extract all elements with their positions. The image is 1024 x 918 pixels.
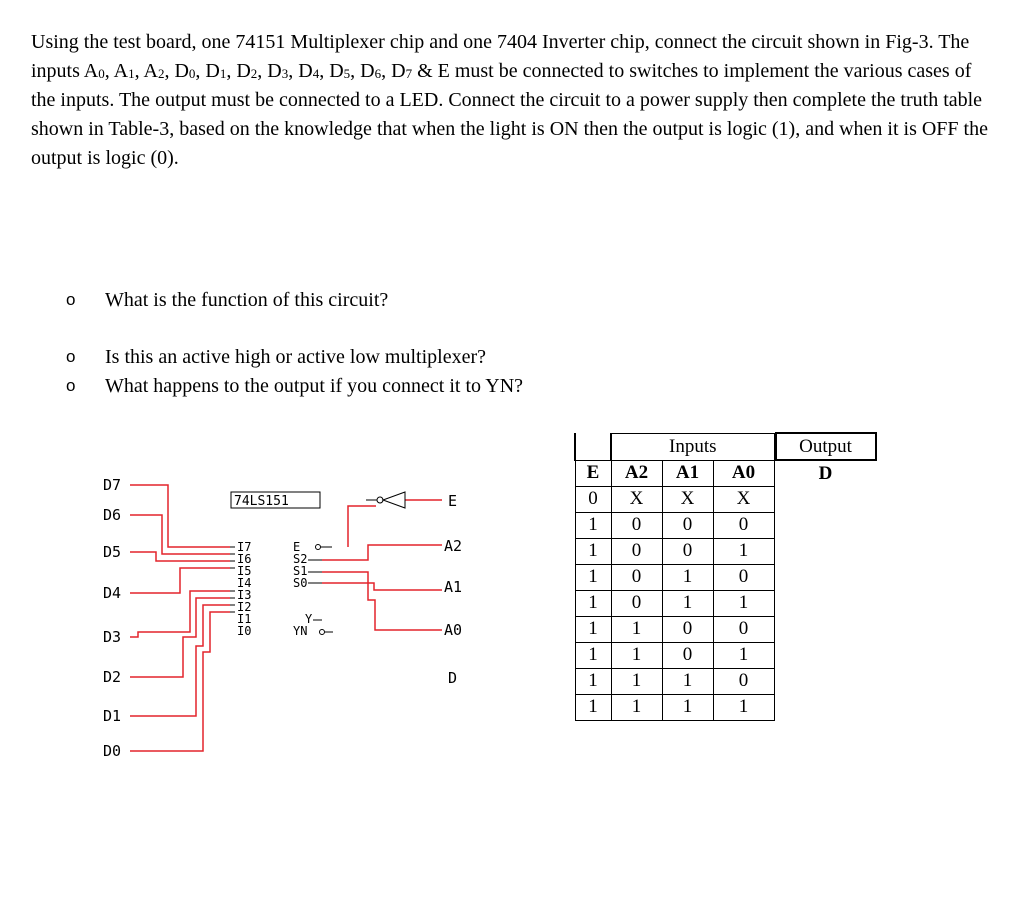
bullet-icon: o: [66, 347, 76, 366]
output-cell[interactable]: [776, 538, 876, 564]
output-cell[interactable]: [776, 486, 876, 512]
pin-i1: I1: [237, 612, 252, 626]
question-text: What happens to the output if you connect it to YN?: [105, 375, 524, 397]
pin-s1: S1: [293, 564, 308, 578]
label-a1: A1: [444, 578, 463, 596]
bullet-icon: o: [66, 376, 76, 395]
col-header-a0: A0: [713, 460, 774, 486]
inputs-header: Inputs: [611, 433, 774, 460]
pin-i0: I0: [237, 624, 252, 638]
output-cell[interactable]: [776, 564, 876, 590]
data-wires: [130, 485, 230, 751]
data-label-d0: D0: [103, 742, 122, 760]
output-cell[interactable]: [776, 694, 876, 720]
output-cell[interactable]: [776, 668, 876, 694]
data-label-d6: D6: [103, 506, 122, 524]
data-label-d4: D4: [103, 584, 122, 602]
pin-i4: I4: [237, 576, 252, 590]
output-cell[interactable]: [776, 590, 876, 616]
label-a2: A2: [444, 537, 463, 555]
col-header-a1: A1: [662, 460, 713, 486]
bullet-icon: o: [66, 290, 76, 309]
table-row: 1 0 1 0: [575, 564, 876, 590]
control-wires: [322, 500, 442, 630]
table-row: 1 1 1 1: [575, 694, 876, 720]
question-text: Is this an active high or active low multiplexer?: [105, 346, 486, 368]
data-label-d2: D2: [103, 668, 122, 686]
table-row: 1 0 0 1: [575, 538, 876, 564]
data-label-d1: D1: [103, 707, 122, 725]
table-row: 1 1 0 0: [575, 616, 876, 642]
col-header-d: D: [818, 462, 833, 484]
truth-table: [574, 432, 877, 721]
table-row: 0 X X X: [575, 486, 876, 512]
pin-e: E: [293, 540, 301, 554]
label-e: E: [448, 492, 458, 510]
pin-i5: I5: [237, 564, 252, 578]
pin-yn: YN: [293, 624, 308, 638]
output-header: Output: [776, 433, 876, 460]
pin-s0: S0: [293, 576, 308, 590]
instructions-paragraph: Using the test board, one 74151 Multiplexer chip and one 7404 Inverter chip, connect the circuit shown in Fig-3. The inputs $A_0$, $A_1$, $A_2$, $D_0$, $D_1$, $D_2$, $D_3$, $D_4$, $D_5$, $D_6$, $D_7$ & E must be connected to switches to implement the various cases of the inputs. The output must be connected to a LED. Connect the circuit to a power supply then complete the truth table shown in Table-3, based on the knowledge that when the light is ON then the output is logic (1), and when it is OFF the output is logic (0).: [31, 31, 988, 169]
output-cell[interactable]: [776, 642, 876, 668]
label-a0: A0: [444, 621, 463, 639]
data-label-d5: D5: [103, 543, 122, 561]
data-label-d7: D7: [103, 476, 122, 494]
table-row: 1 0 0 0: [575, 512, 876, 538]
output-cell[interactable]: [776, 616, 876, 642]
question-text: What is the function of this circuit?: [105, 289, 389, 311]
col-header-a2: A2: [611, 460, 662, 486]
pin-s2: S2: [293, 552, 308, 566]
label-d-output: D: [448, 669, 458, 687]
mux-circuit-svg: [100, 470, 480, 770]
pin-i7: I7: [237, 540, 252, 554]
table-row: 1 1 0 1: [575, 642, 876, 668]
pin-i6: I6: [237, 552, 252, 566]
data-label-d3: D3: [103, 628, 122, 646]
chip-label: 74LS151: [234, 494, 289, 509]
pin-i2: I2: [237, 600, 252, 614]
col-header-e: E: [575, 460, 611, 486]
table-row: 1 0 1 1: [575, 590, 876, 616]
pin-y: Y: [305, 612, 313, 626]
output-cell[interactable]: [776, 512, 876, 538]
input-pin-stubs: [230, 547, 235, 612]
pin-i3: I3: [237, 588, 252, 602]
circuit-diagram: [100, 470, 480, 770]
table-row: 1 1 1 0: [575, 668, 876, 694]
